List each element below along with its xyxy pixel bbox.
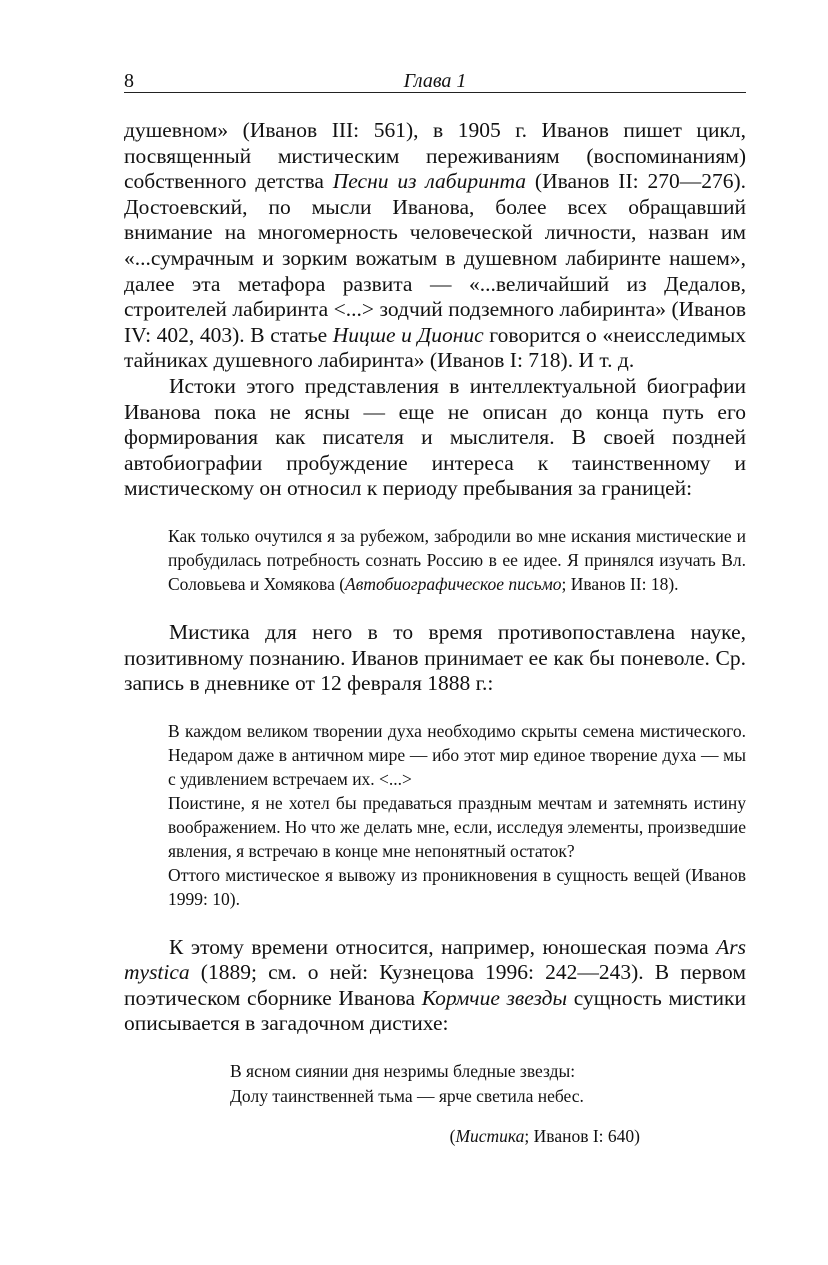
text-span: ; Иванов II: 18).	[561, 573, 679, 594]
title-italic: Песни из лабиринта	[332, 169, 527, 194]
page-body	[124, 118, 746, 1148]
quote-text	[168, 524, 746, 596]
paragraph-2: Истоки этого представления в интеллектуальной биографии Иванова пока не ясны — еще не описан до конца путь его формирования как писателя и мыслителя. В своей поздней автобиографии пробуждение интереса к таинственному и мистическому он относил к периоду пребывания за границей:	[124, 373, 746, 501]
title-italic: Мистика	[455, 1126, 525, 1147]
verse-line: Долу таинственней тьма — ярче светила небес.	[230, 1085, 584, 1106]
title-italic: Автобиографическое письмо	[345, 573, 562, 594]
paragraph-1	[124, 118, 746, 374]
text-span: (Иванов II: 270—276). Достоевский, по мысли Иванова, более всех обращавший внимание на многомерность человеческой личности, назван им «...сумрачным и зорким вожатым в душевном лабиринте нашем», далее эта метафора развита — «...величайший из Дедалов, строителей лабиринта <...> зодчий подземного лабиринта» (Иванов IV: 402, 403). В статье	[124, 169, 746, 347]
text-span: говорится о «неисследимых тайниках душевного лабиринта» (Иванов I: 718). И т. д.	[124, 322, 747, 373]
text-span: Как только очутился я за рубежом, забродили во мне искания мистические и пробудилась потребность сознать Россию в ее идее. Я принялся изучать Вл. Соловьева и Хомякова (	[168, 525, 746, 594]
text-span: душевном» (Иванов III: 561), в 1905 г. Иванов пишет цикл, посвященный мистическим переживаниям (воспоминаниям) собственного детства	[124, 118, 746, 194]
title-italic: Ars mystica	[124, 934, 746, 985]
text-span: сущность мистики описывается в загадочном дистихе:	[124, 985, 747, 1036]
verse-source	[124, 1124, 640, 1148]
block-quote-1	[168, 524, 746, 596]
verse-line: В ясном сиянии дня незримы бледные звезды:	[230, 1061, 576, 1082]
page-header	[124, 62, 746, 93]
text-span: (	[449, 1126, 456, 1147]
verse-distich	[230, 1059, 746, 1108]
quote-line: В каждом великом творении духа необходимо скрыты семена мистического. Недаром даже в античном мире — ибо этот мир единое творение духа — мы с удивлением встречаем их. <...>	[168, 720, 746, 789]
running-head: Глава 1	[403, 70, 467, 92]
title-italic: Кормчие звезды	[421, 985, 568, 1010]
quote-line: Поистине, я не хотел бы предаваться праздным мечтам и затемнять истину воображением. Но что же делать мне, если, исследуя элементы, произведшие явления, я встречаю в конце мне непонятный остаток?	[168, 792, 746, 861]
quote-line: Оттого мистическое я вывожу из проникновения в сущность вещей (Иванов 1999: 10).	[168, 864, 746, 909]
block-quote-2	[168, 719, 746, 911]
paragraph-4	[124, 935, 746, 1037]
page-number: 8	[124, 70, 134, 92]
text-span: ; Иванов I: 640)	[524, 1126, 640, 1147]
text-span: (1889; см. о ней: Кузнецова 1996: 242—243). В первом поэтическом сборнике Иванова	[124, 960, 746, 1010]
title-italic: Ницше и Дионис	[332, 322, 484, 347]
paragraph-3: Мистика для него в то время противопоставлена науке, позитивному познанию. Иванов принимает ее как бы поневоле. Ср. запись в дневнике от 12 февраля 1888 г.:	[124, 619, 746, 696]
text-span: К этому времени относится, например, юношеская поэма	[169, 934, 717, 959]
